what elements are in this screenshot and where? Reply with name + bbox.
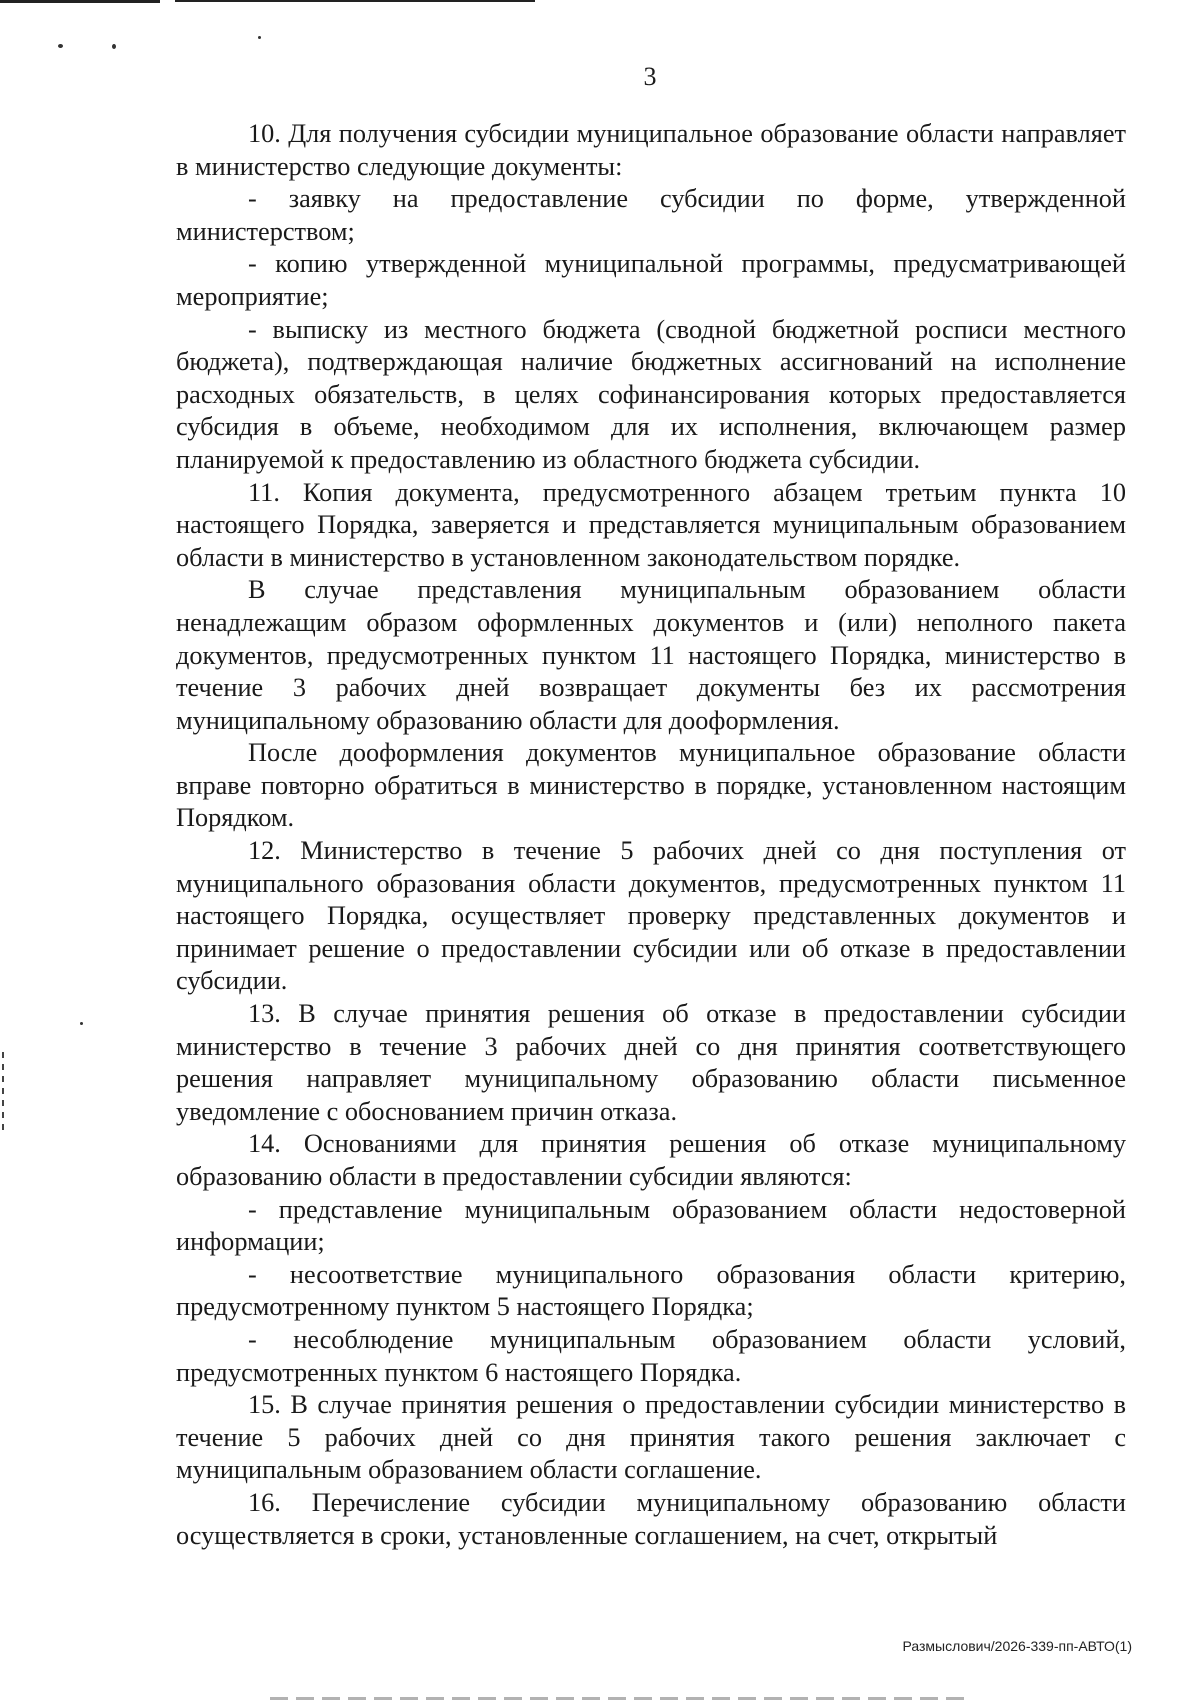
scan-edge-line [0, 0, 160, 3]
scan-edge-line [270, 1697, 970, 1700]
scan-speck [258, 36, 261, 39]
paragraph: После дооформления документов муниципальное образование области вправе повторно обратиться в министерство в порядке, установленном настоящим Порядком. [176, 738, 1126, 833]
paragraph: - несоблюдение муниципальным образованием области условий, предусмотренных пунктом 6 настоящего Порядка. [176, 1324, 1126, 1387]
paragraph: - заявку на предоставление субсидии по форме, утвержденной министерством; [176, 184, 1126, 246]
paragraph: - копию утвержденной муниципальной программы, предусматривающей мероприятие; [176, 249, 1126, 311]
document-registration-code: Размыслович/2026-339-пп-АВТО(1) [902, 1638, 1132, 1654]
paragraph: В случае представления муниципальным образованием области ненадлежащим образом оформленных документов и (или) неполного пакета документов, предусмотренных пунктом 11 настоящего Порядка, министерство в течение 3 рабочих дней возвращает документы без их рассмотрения муниципальному образованию области для дооформления. [176, 575, 1126, 735]
paragraph: 14. Основаниями для принятия решения об отказе муниципальному образованию области в предоставлении субсидии являются: [176, 1129, 1126, 1191]
paragraph: - представление муниципальным образованием области недостоверной информации; [176, 1194, 1126, 1257]
scan-speck [58, 44, 63, 48]
scan-speck [80, 1022, 83, 1025]
paragraph: 12. Министерство в течение 5 рабочих дней со дня поступления от муниципального образования области документов, предусмотренных пунктом 11 настоящего Порядка, осуществляет проверку представленных документов и принимает решение о предоставлении субсидии или об отказе в предоставлении субсидии. [176, 836, 1126, 996]
scan-speck [112, 44, 116, 49]
paragraph: 10. Для получения субсидии муниципальное образование области направляет в министерство следующие документы: [176, 119, 1126, 181]
scan-edge-marks [2, 1052, 4, 1132]
paragraph: - несоответствие муниципального образования области критерию, предусмотренному пунктом 5 настоящего Порядка; [176, 1259, 1126, 1322]
page-number: 3 [643, 62, 657, 91]
document-body [176, 118, 1126, 1552]
paragraph: - выписку из местного бюджета (сводной бюджетной росписи местного бюджета), подтверждающая наличие бюджетных ассигнований на исполнение расходных обязательств, в целях софинансирования которых предоставляется субсидия в объеме, необходимом для их исполнения, включающем размер планируемой к предоставлению из областного бюджета субсидии. [176, 314, 1126, 474]
paragraph: 13. В случае принятия решения об отказе в предоставлении субсидии министерство в течение 3 рабочих дней со дня принятия соответствующего решения направляет муниципальному образованию области письменное уведомление с обоснованием причин отказа. [176, 999, 1126, 1126]
paragraph: 16. Перечисление субсидии муниципальному образованию области осуществляется в сроки, установленные соглашением, на счет, открытый [176, 1487, 1126, 1550]
paragraph: 11. Копия документа, предусмотренного абзацем третьим пункта 10 настоящего Порядка, заверяется и представляется муниципальным образованием области в министерство в установленном законодательством порядке. [176, 477, 1126, 572]
scan-edge-line [175, 0, 535, 2]
paragraph: 15. В случае принятия решения о предоставлении субсидии министерство в течение 5 рабочих дней со дня принятия такого решения заключает с муниципальным образованием области соглашение. [176, 1390, 1126, 1485]
